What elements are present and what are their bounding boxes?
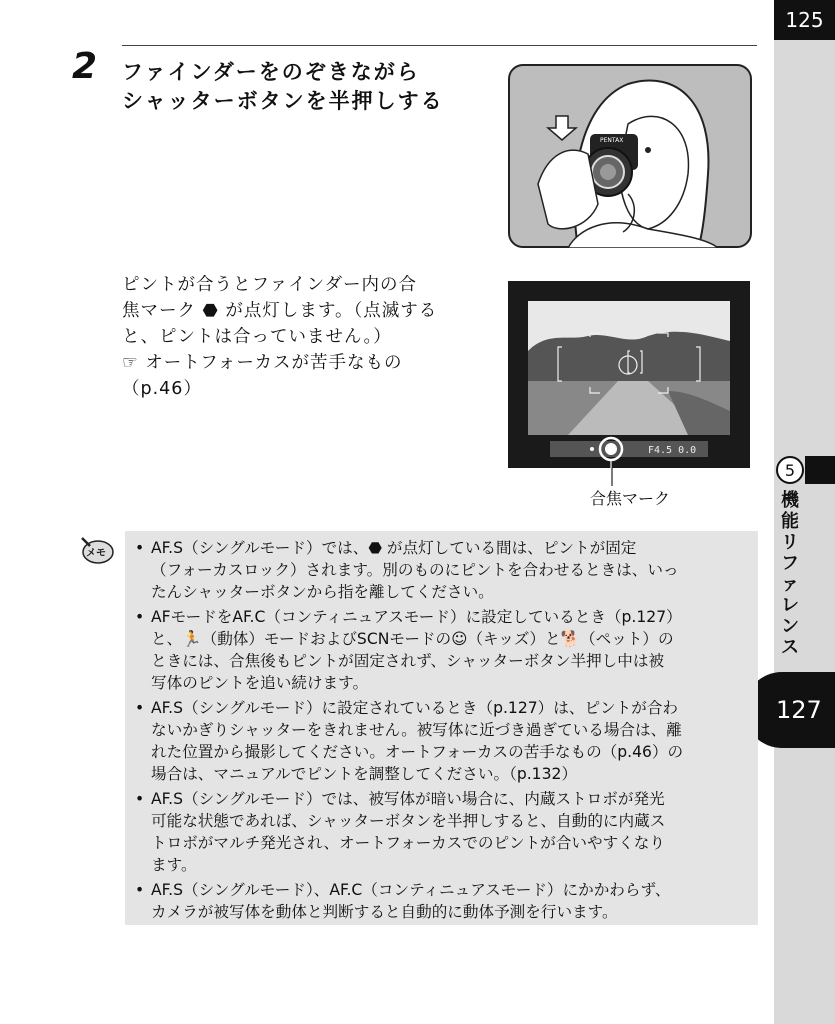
memo-list <box>135 537 753 926</box>
heading-rule <box>122 45 757 46</box>
chapter-tab <box>805 456 835 484</box>
viewfinder-readout: F4.5 0.0 <box>648 445 697 456</box>
page-tab[interactable]: 127 <box>744 672 835 748</box>
step-title: ファインダーをのぞきながら シャッターボタンを半押しする <box>122 60 444 113</box>
focus-mark-leader <box>610 468 614 486</box>
camera-usage-illustration <box>508 64 752 248</box>
memo-item: • AF.S（シングルモード）、AF.C（コンティニュアスモード）にかかわらず、 カメラが被写体を動体と判断すると自動的に動体予測を行います。 <box>135 879 753 923</box>
page-number: 125 <box>774 0 835 40</box>
viewfinder-illustration <box>508 281 750 468</box>
focus-mark-label: 合焦マーク <box>590 489 671 508</box>
chapter-number: 5 <box>776 456 804 484</box>
step-number: 2 <box>72 46 98 87</box>
memo-item: • AF.S（シングルモード）では、被写体が暗い場合に、内蔵ストロボが発光 可能な状態であれば、シャッターボタンを半押しすると、自動的に内蔵ス トロボがマルチ発光され、オートフォーカスでのピントが合いやすくなり ます。 <box>135 788 753 876</box>
chapter-title: 機 能 リ フ ァ レ ン ス <box>781 490 799 658</box>
camera-brand: PENTAX <box>600 137 624 144</box>
memo-item: • AF.S（シングルモード）に設定されているとき（p.127）は、ピントが合わ ないかぎりシャッターをきれません。被写体に近づき過ぎている場合は、離 れた位置から撮影してください。オートフォーカスの苦手なもの（p.46）の 場合は、マニュアルでピントを調整してください。（p.132） <box>135 697 753 785</box>
step-description: ピントが合うとファインダー内の合 焦マーク ⬣ が点灯します。（点滅する と、ピントは合っていません。） ☞ オートフォーカスが苦手なもの （p.46） <box>122 275 438 399</box>
memo-icon <box>78 532 114 568</box>
memo-item: • AFモードをAF.C（コンティニュアスモード）に設定しているとき（p.127） と、🏃（動体）モードおよびSCNモードの☺（キッズ）と🐕（ペット）の ときには、合焦後もピントが固定されず、シャッターボタン半押し中は被 写体のピントを追い続けます。 <box>135 606 753 694</box>
memo-item: • AF.S（シングルモード）では、⬣ が点灯している間は、ピントが固定 （フォーカスロック）されます。別のものにピントを合わせるときは、いっ たんシャッターボタンから指を離してください。 <box>135 537 753 603</box>
svg-text:メモ: メモ <box>86 548 106 559</box>
